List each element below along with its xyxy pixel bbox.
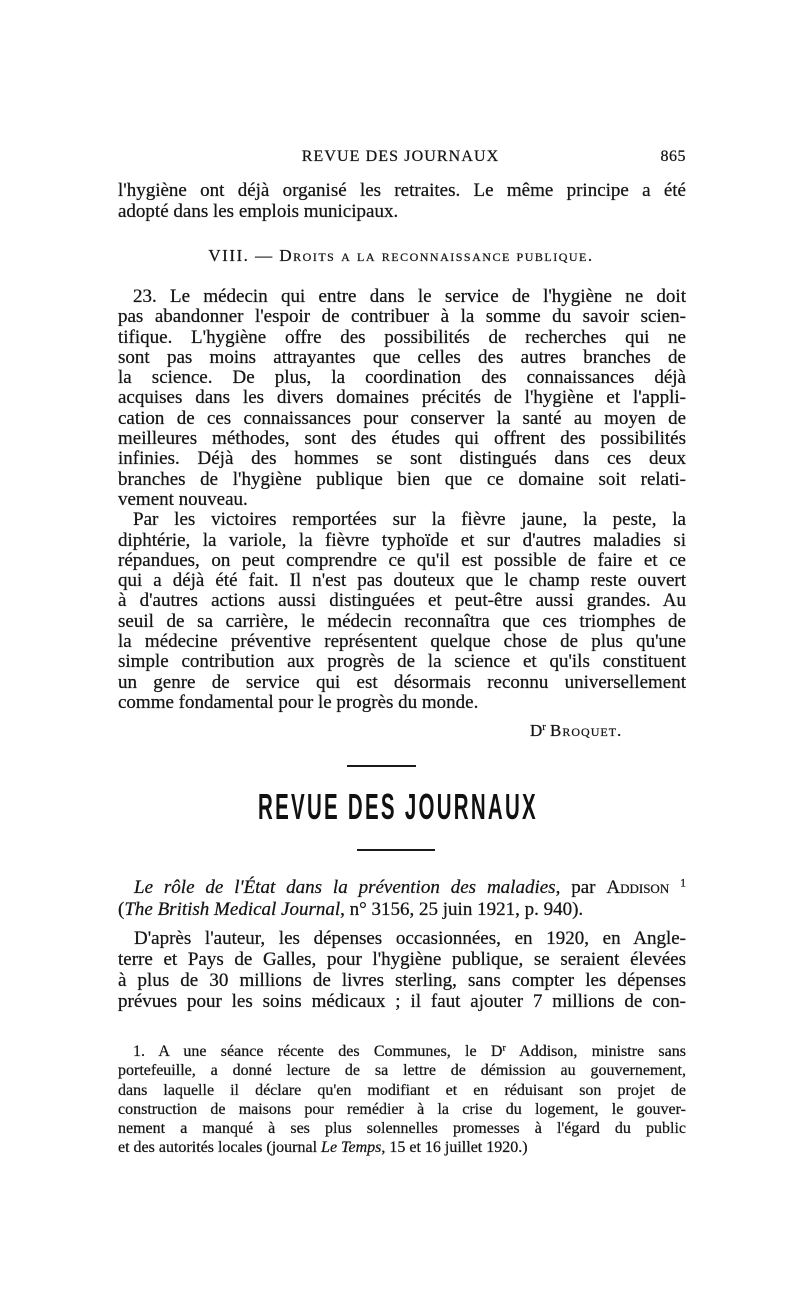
article-reference <box>118 877 686 920</box>
text-line: un genre de service qui est désormais reconnu universellement <box>118 671 686 693</box>
text-line: à d'autres actions aussi distinguées et peut-être aussi grandes. Au <box>118 590 686 612</box>
separator-rule <box>357 849 435 851</box>
text-line: infinies. Déjà des hommes se sont distingués dans ces deux <box>118 448 686 470</box>
text-line: cation de ces connaissances pour conserver la santé au moyen de <box>118 407 686 429</box>
section-number: VIII. <box>208 246 250 265</box>
footnote-text: A une séance récente des Communes, le D <box>158 1043 503 1060</box>
running-title: REVUE DES JOURNAUX <box>301 148 500 165</box>
footnote-text: et des autorités locales (journal <box>118 1139 322 1157</box>
article-title: Le rôle de l'État dans la prévention des maladies <box>134 877 556 898</box>
text-line: branches de l'hygiène publique bien que ce domaine soit relati- <box>118 468 686 490</box>
article-author: Addison <box>606 877 670 898</box>
text-line: pas abandonner l'espoir de contribuer à la somme du savoir scien- <box>118 306 686 328</box>
text-line: nement a manqué à ses plus solennelles promesses à l'égard du public <box>118 1120 686 1138</box>
section-body <box>118 287 686 713</box>
separator-rule <box>347 765 416 767</box>
article-body <box>118 928 686 1012</box>
text-line: comme fondamental pour le progrès du monde. <box>118 691 479 713</box>
text-line: sont pas moins attrayantes que celles des autres branches de <box>118 346 686 368</box>
journal-name: The British Medical Journal <box>124 898 341 920</box>
paragraph-23 <box>118 287 686 510</box>
text-line: qui a déjà été fait. Il n'est pas douteux que le champ reste ouvert <box>118 570 686 592</box>
footnote-number: 1. <box>133 1043 145 1060</box>
text-line: D'après l'auteur, les dépenses occasionnées, en 1920, en Angle- <box>134 928 686 949</box>
newspaper-name: Le Temps <box>321 1139 382 1157</box>
text-line: terre et Pays de Galles, pour l'hygiène publique, se seraient élevées <box>118 949 686 970</box>
text-line <box>118 1138 686 1157</box>
text-line: la science. De plus, la coordination des connaissances déjà <box>118 367 686 389</box>
text-line: la médecine préventive représentent quelque chose de plus qu'une <box>118 631 686 653</box>
text-line: tifique. L'hygiène offre des possibilités de recherches qui ne <box>118 326 686 348</box>
text-line <box>118 899 686 921</box>
text-line: dans laquelle il déclare qu'en modifiant et en réduisant son projet de <box>118 1081 686 1099</box>
footnote-sup: r <box>502 1042 506 1054</box>
source-open: ( <box>118 898 125 920</box>
page-number: 865 <box>660 148 686 165</box>
text-line: Par les victoires remportées sur la fièvre jaune, la peste, la <box>133 509 686 531</box>
footnote-text: , 15 et 16 juillet 1920.) <box>381 1139 528 1157</box>
text-line: diphtérie, la variole, la fièvre typhoïde et sur d'autres maladies si <box>118 529 686 551</box>
text-line: simple contribution aux progrès de la science et qu'ils constituent <box>118 651 686 673</box>
main-heading <box>256 786 542 827</box>
text-line: à plus de 30 millions de livres sterling, sans compter les dépenses <box>118 970 686 991</box>
text-line: portefeuille, a donné lecture de sa lettre de démission au gouvernement, <box>118 1062 686 1080</box>
article-by: , par <box>555 877 607 898</box>
footnote <box>118 1042 686 1158</box>
signature-title: D <box>530 721 543 740</box>
signature-title-suffix: r <box>542 722 546 734</box>
text-line: seuil de sa carrière, le médecin reconnaîtra que ces triomphes de <box>118 610 686 632</box>
text-line: adopté dans les emplois municipaux. <box>118 201 399 222</box>
section-title: Droits a la reconnaissance publique. <box>279 246 594 265</box>
text-line: acquises dans les divers domaines précités de l'hygiène et l'appli- <box>118 387 686 409</box>
text-line: prévues pour les soins médicaux ; il faut ajouter 7 millions de con- <box>118 991 686 1012</box>
paragraph-victories <box>118 510 686 713</box>
signature-name: Broquet. <box>550 721 623 740</box>
main-heading-text: REVUE DES JOURNAUX <box>258 786 538 827</box>
author-signature <box>530 721 622 741</box>
text-line <box>118 877 686 899</box>
section-dash: — <box>255 246 274 265</box>
text-line: répandues, on peut comprendre ce qu'il est possible de faire et ce <box>118 549 686 571</box>
continuation-paragraph <box>118 180 686 222</box>
text-line: construction de maisons pour remédier à la crise du logement, le gouver- <box>118 1100 686 1118</box>
text-line: meilleures méthodes, sont des études qui offrent des possibilités <box>118 428 686 450</box>
text-line: vement nouveau. <box>118 488 248 510</box>
text-line: l'hygiène ont déjà organisé les retraites. Le même principe a été <box>118 180 686 201</box>
source-details: , n° 3156, 25 juin 1921, p. 940). <box>340 898 584 920</box>
section-heading <box>0 246 802 266</box>
footnote-reference: 1 <box>680 876 687 890</box>
text-line: 23. Le médecin qui entre dans le service de l'hygiène ne doit <box>133 286 686 307</box>
footnote-text: Addison, ministre sans <box>505 1043 686 1060</box>
text-line <box>118 1042 686 1061</box>
